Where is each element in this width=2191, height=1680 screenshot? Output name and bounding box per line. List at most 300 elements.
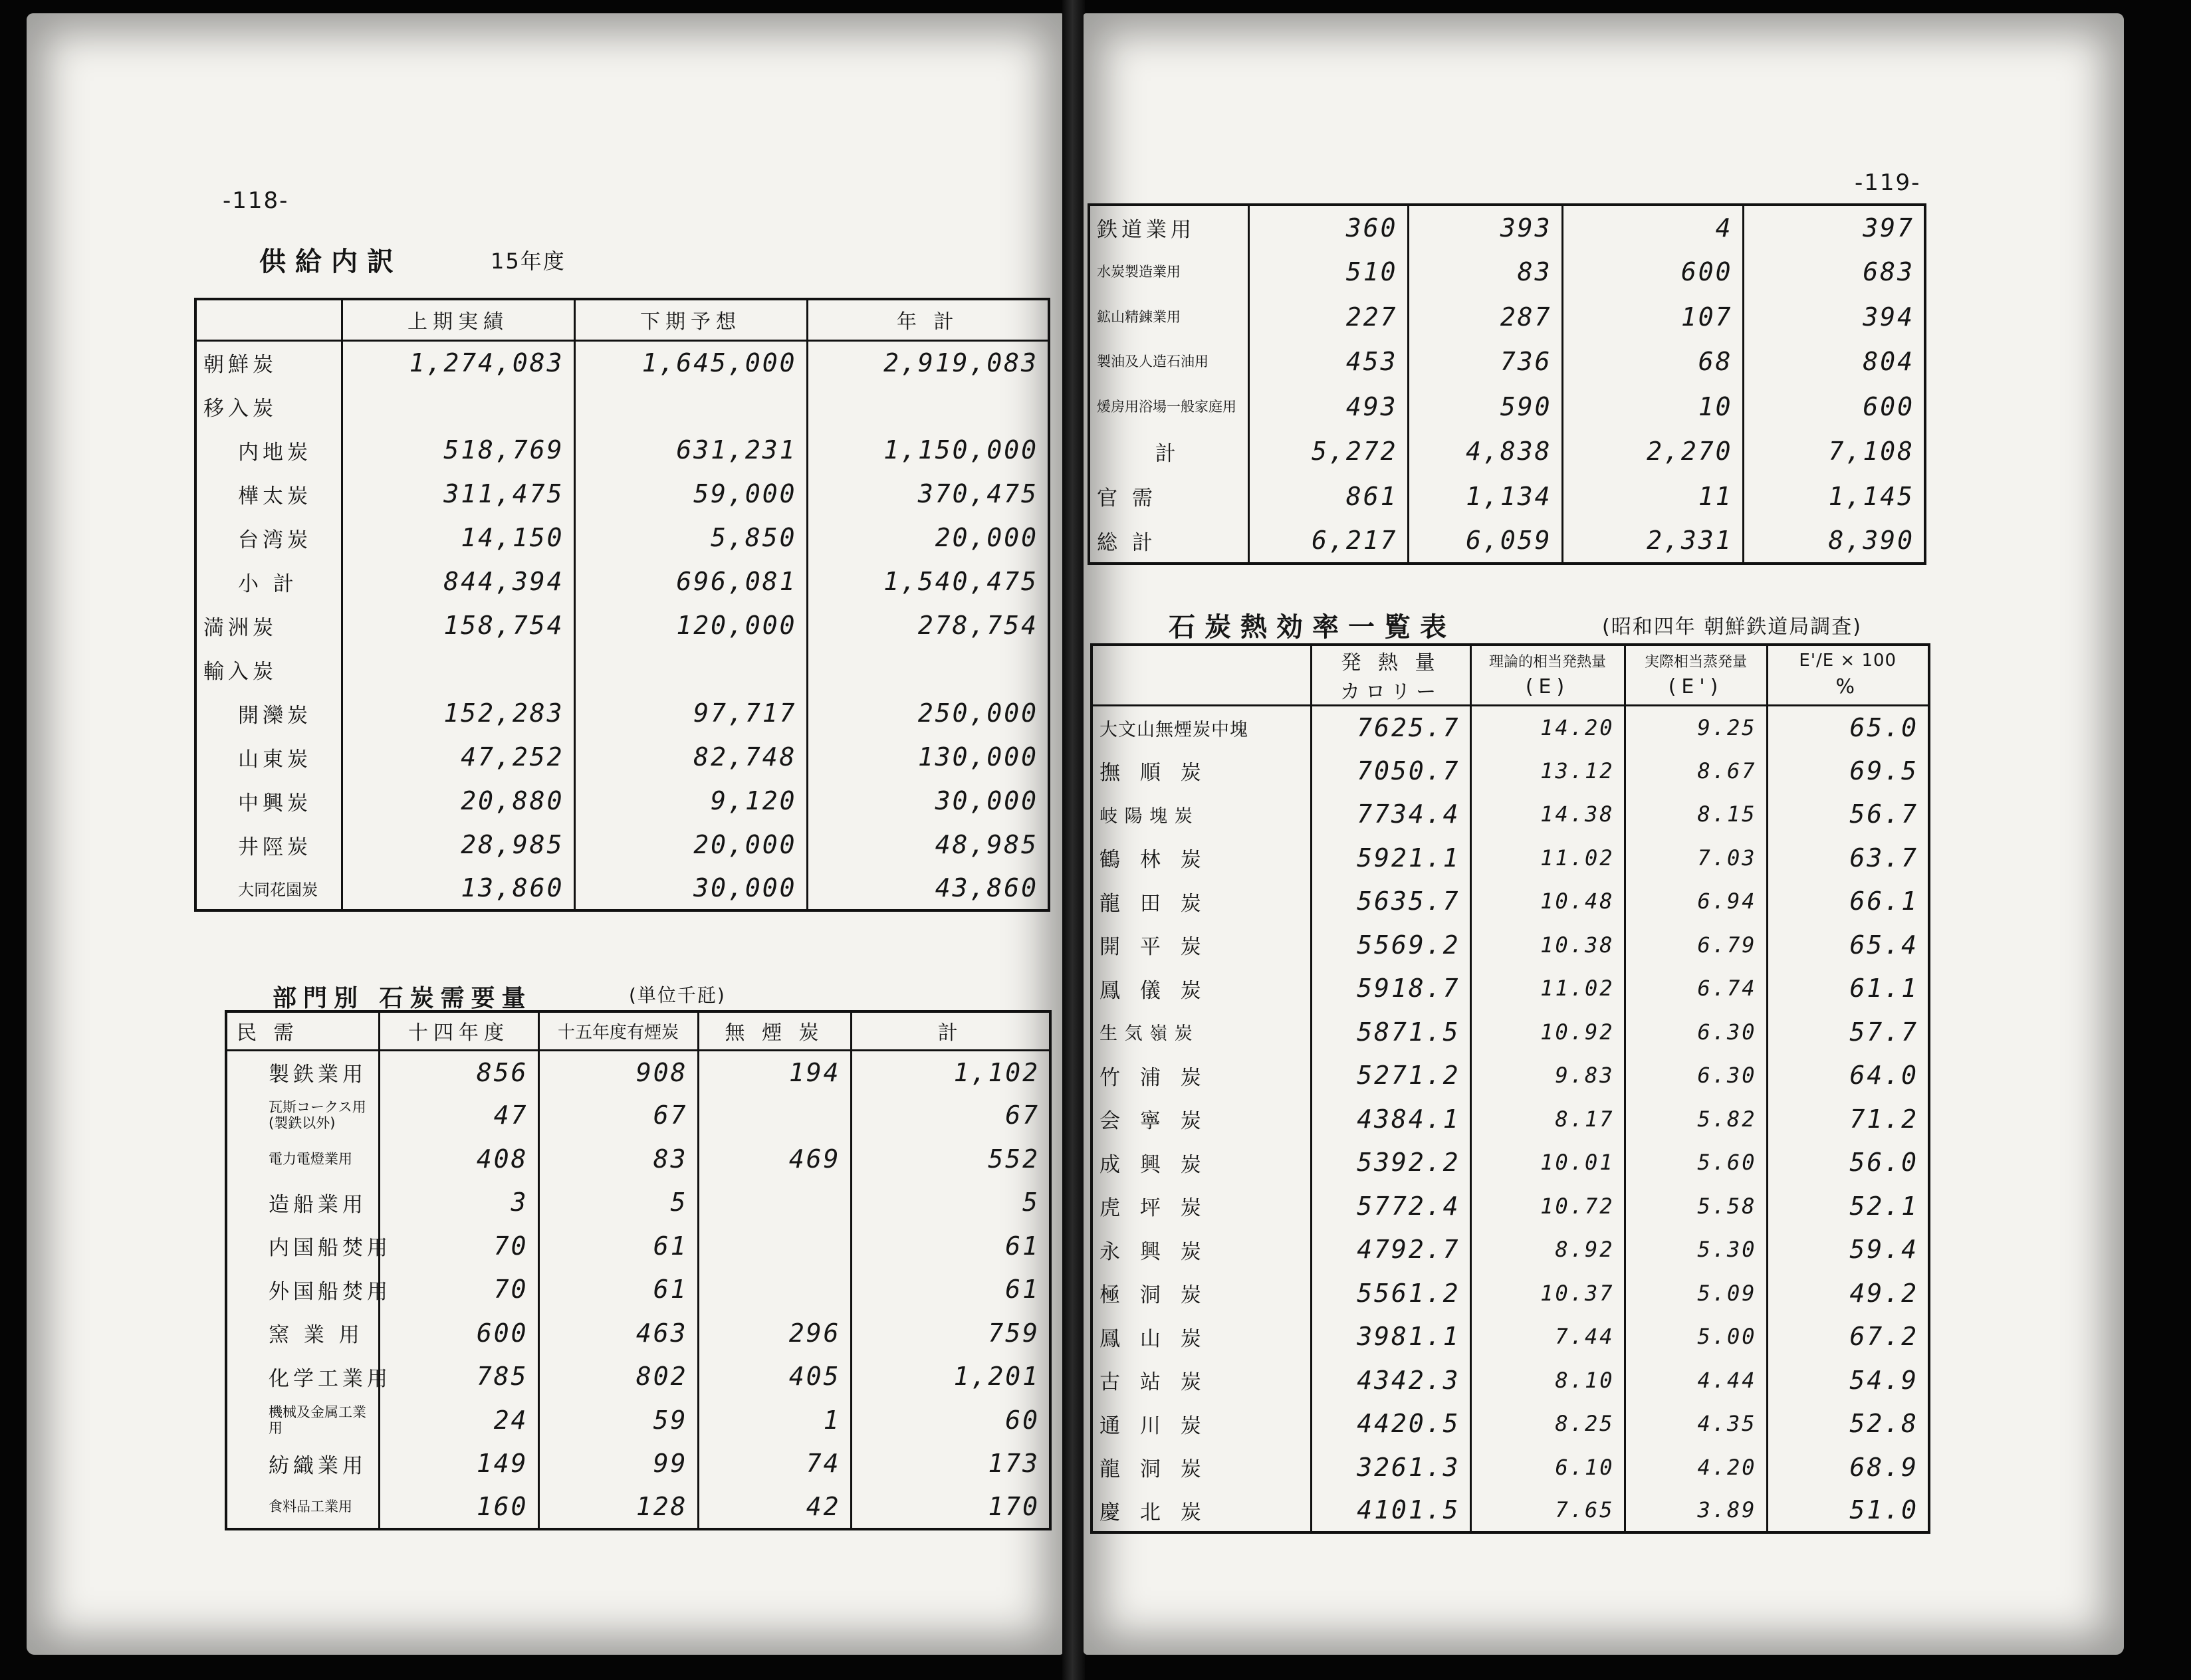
demand-fy14-value: 70 [379, 1268, 538, 1312]
demand-row-label: 食料品工業用 [226, 1485, 379, 1529]
efficiency-calorific-value: 7625.7 [1311, 706, 1470, 750]
efficiency-ratio-value: 61.1 [1767, 967, 1929, 1011]
demand-total-value: 759 [851, 1311, 1050, 1355]
efficiency-row [1092, 1141, 1929, 1185]
demand-continued-fy15-bituminous-value: 287 [1408, 294, 1562, 340]
supply-row [195, 647, 1049, 691]
demand-row [226, 1398, 1050, 1442]
supply-second-half-value: 696,081 [574, 560, 807, 603]
demand-header-fy15-bituminous: 十五年度有煙炭 [538, 1011, 698, 1050]
efficiency-theoretical-value: 10.37 [1470, 1271, 1625, 1315]
efficiency-actual-value: 3.89 [1625, 1489, 1767, 1533]
efficiency-ratio-value: 64.0 [1767, 1054, 1929, 1098]
demand-anthracite-value [698, 1268, 851, 1312]
efficiency-actual-value: 8.67 [1625, 749, 1767, 793]
efficiency-ratio-value: 66.1 [1767, 880, 1929, 924]
supply-annual-total-value: 278,754 [807, 603, 1049, 647]
supply-annual-total-value: 1,540,475 [807, 560, 1049, 603]
efficiency-row [1092, 923, 1929, 967]
efficiency-row-label: 撫 順 炭 [1092, 749, 1311, 793]
efficiency-row-label: 龍 洞 炭 [1092, 1445, 1311, 1489]
supply-row [195, 691, 1049, 735]
efficiency-theoretical-value: 10.01 [1470, 1141, 1625, 1185]
supply-row [195, 779, 1049, 823]
demand-anthracite-value [698, 1094, 851, 1138]
efficiency-row [1092, 1358, 1929, 1402]
supply-row-label: 満洲炭 [195, 603, 342, 647]
demand-fy14-value: 785 [379, 1355, 538, 1399]
demand-fy14-value: 600 [379, 1311, 538, 1355]
demand-continued-fy14-value: 453 [1248, 340, 1408, 385]
efficiency-row [1092, 1097, 1929, 1141]
efficiency-header-calorific: 発 熱 量 [1311, 645, 1470, 675]
supply-annual-total-value: 2,919,083 [807, 340, 1049, 384]
efficiency-table [1090, 643, 1930, 1534]
demand-continued-total-value: 1,145 [1743, 474, 1925, 519]
demand-total-value: 1,102 [851, 1050, 1050, 1094]
efficiency-row [1092, 1228, 1929, 1272]
supply-header-blank [195, 299, 342, 340]
supply-annual-total-value: 370,475 [807, 472, 1049, 516]
efficiency-calorific-value: 5772.4 [1311, 1184, 1470, 1228]
supply-row-label: 朝鮮炭 [195, 340, 342, 384]
demand-total-value: 67 [851, 1094, 1050, 1138]
supply-annual-total-value [807, 647, 1049, 691]
efficiency-header-actual: 実際相当蒸発量 [1625, 645, 1767, 675]
supply-first-half-value [342, 384, 574, 428]
efficiency-row [1092, 1402, 1929, 1446]
supply-first-half-value: 47,252 [342, 735, 574, 779]
supply-row [195, 428, 1049, 472]
demand-continued-anthracite-value: 107 [1562, 294, 1743, 340]
demand-total-value: 173 [851, 1442, 1050, 1486]
efficiency-row-label: 慶 北 炭 [1092, 1489, 1311, 1533]
efficiency-theoretical-value: 10.38 [1470, 923, 1625, 967]
demand-continued-row-label: 水炭製造業用 [1089, 250, 1248, 295]
efficiency-row [1092, 967, 1929, 1011]
supply-first-half-value: 158,754 [342, 603, 574, 647]
demand-continued-row-label: 鉱山精錬業用 [1089, 294, 1248, 340]
efficiency-theoretical-value: 6.10 [1470, 1445, 1625, 1489]
supply-row-label: 移入炭 [195, 384, 342, 428]
supply-annual-total-value: 30,000 [807, 779, 1049, 823]
efficiency-subheader-percent: % [1767, 675, 1929, 706]
demand-continued-row [1089, 205, 1925, 250]
demand-fy14-value: 149 [379, 1442, 538, 1486]
efficiency-ratio-value: 52.1 [1767, 1184, 1929, 1228]
demand-fy14-value: 3 [379, 1181, 538, 1225]
demand-table [225, 1010, 1052, 1530]
demand-continued-anthracite-value: 600 [1562, 250, 1743, 295]
efficiency-row-label: 通 川 炭 [1092, 1402, 1311, 1446]
demand-continued-fy14-value: 5,272 [1248, 429, 1408, 474]
supply-annual-total-value: 43,860 [807, 867, 1049, 910]
supply-first-half-value: 311,475 [342, 472, 574, 516]
efficiency-row-label: 鶴 林 炭 [1092, 836, 1311, 880]
efficiency-subheader-e: (E) [1470, 675, 1625, 706]
demand-continued-anthracite-value: 2,331 [1562, 519, 1743, 564]
supply-row [195, 384, 1049, 428]
efficiency-actual-value: 5.58 [1625, 1184, 1767, 1228]
supply-row-label: 台湾炭 [195, 516, 342, 560]
demand-continued-fy15-bituminous-value: 4,838 [1408, 429, 1562, 474]
demand-fy15-bituminous-value: 5 [538, 1181, 698, 1225]
efficiency-actual-value: 4.44 [1625, 1358, 1767, 1402]
efficiency-ratio-value: 52.8 [1767, 1402, 1929, 1446]
demand-continued-fy14-value: 861 [1248, 474, 1408, 519]
efficiency-heading: 石炭熱効率一覧表 [1169, 612, 1456, 643]
demand-continued-fy15-bituminous-value: 1,134 [1408, 474, 1562, 519]
demand-anthracite-value: 1 [698, 1398, 851, 1442]
efficiency-row [1092, 1445, 1929, 1489]
book-spine [1062, 0, 1085, 1680]
demand-fy15-bituminous-value: 59 [538, 1398, 698, 1442]
demand-unit: (単位千瓩) [629, 984, 726, 1006]
supply-row-label: 大同花園炭 [195, 867, 342, 910]
demand-row-label: 内国船焚用 [226, 1224, 379, 1268]
efficiency-calorific-value: 7734.4 [1311, 793, 1470, 837]
demand-fy15-bituminous-value: 67 [538, 1094, 698, 1138]
efficiency-calorific-value: 5561.2 [1311, 1271, 1470, 1315]
efficiency-ratio-value: 49.2 [1767, 1271, 1929, 1315]
demand-fy15-bituminous-value: 908 [538, 1050, 698, 1094]
demand-continued-total-value: 683 [1743, 250, 1925, 295]
supply-first-half-value [342, 647, 574, 691]
efficiency-theoretical-value: 8.92 [1470, 1228, 1625, 1272]
demand-continued-row [1089, 294, 1925, 340]
supply-header-first-half: 上期実績 [342, 299, 574, 340]
demand-continued-anthracite-value: 2,270 [1562, 429, 1743, 474]
demand-row-label: 窯 業 用 [226, 1311, 379, 1355]
demand-continued-row-label: 製油及人造石油用 [1089, 340, 1248, 385]
efficiency-actual-value: 6.30 [1625, 1054, 1767, 1098]
supply-annual-total-value: 20,000 [807, 516, 1049, 560]
demand-anthracite-value: 469 [698, 1137, 851, 1181]
demand-row-label: 紡織業用 [226, 1442, 379, 1486]
efficiency-row-label: 龍 田 炭 [1092, 880, 1311, 924]
demand-header-civilian: 民 需 [226, 1011, 379, 1050]
supply-first-half-value: 152,283 [342, 691, 574, 735]
efficiency-actual-value: 4.35 [1625, 1402, 1767, 1446]
efficiency-ratio-value: 56.0 [1767, 1141, 1929, 1185]
efficiency-row [1092, 836, 1929, 880]
demand-total-value: 552 [851, 1137, 1050, 1181]
efficiency-actual-value: 9.25 [1625, 706, 1767, 750]
demand-total-value: 61 [851, 1268, 1050, 1312]
efficiency-theoretical-value: 7.44 [1470, 1315, 1625, 1359]
efficiency-actual-value: 5.09 [1625, 1271, 1767, 1315]
demand-continued-fy15-bituminous-value: 590 [1408, 384, 1562, 429]
demand-continued-row [1089, 474, 1925, 519]
efficiency-calorific-value: 4101.5 [1311, 1489, 1470, 1533]
demand-continued-row [1089, 340, 1925, 385]
efficiency-ratio-value: 65.4 [1767, 923, 1929, 967]
supply-annual-total-value [807, 384, 1049, 428]
demand-continued-fy15-bituminous-value: 6,059 [1408, 519, 1562, 564]
demand-continued-fy15-bituminous-value: 83 [1408, 250, 1562, 295]
demand-continued-fy15-bituminous-value: 393 [1408, 205, 1562, 250]
efficiency-actual-value: 5.82 [1625, 1097, 1767, 1141]
demand-continued-row-label: 官 需 [1089, 474, 1248, 519]
efficiency-subheader-blank [1092, 675, 1311, 706]
demand-row [226, 1485, 1050, 1529]
demand-fy14-value: 408 [379, 1137, 538, 1181]
efficiency-calorific-value: 4342.3 [1311, 1358, 1470, 1402]
efficiency-theoretical-value: 8.10 [1470, 1358, 1625, 1402]
supply-second-half-value: 97,717 [574, 691, 807, 735]
efficiency-calorific-value: 5569.2 [1311, 923, 1470, 967]
supply-second-half-value: 5,850 [574, 516, 807, 560]
efficiency-row-label: 生 気 嶺 炭 [1092, 1010, 1311, 1054]
efficiency-row-label: 虎 坪 炭 [1092, 1184, 1311, 1228]
demand-continued-row [1089, 384, 1925, 429]
demand-continued-anthracite-value: 4 [1562, 205, 1743, 250]
efficiency-actual-value: 5.30 [1625, 1228, 1767, 1272]
supply-first-half-value: 28,985 [342, 823, 574, 867]
efficiency-actual-value: 4.20 [1625, 1445, 1767, 1489]
efficiency-actual-value: 6.74 [1625, 967, 1767, 1011]
demand-fy15-bituminous-value: 61 [538, 1268, 698, 1312]
efficiency-calorific-value: 4792.7 [1311, 1228, 1470, 1272]
efficiency-ratio-value: 56.7 [1767, 793, 1929, 837]
efficiency-row [1092, 1184, 1929, 1228]
demand-anthracite-value: 405 [698, 1355, 851, 1399]
efficiency-row-label: 大文山無煙炭中塊 [1092, 706, 1311, 750]
efficiency-calorific-value: 4420.5 [1311, 1402, 1470, 1446]
supply-row-label: 山東炭 [195, 735, 342, 779]
supply-row [195, 472, 1049, 516]
supply-first-half-value: 518,769 [342, 428, 574, 472]
demand-row-label: 電力電燈業用 [226, 1137, 379, 1181]
demand-row [226, 1137, 1050, 1181]
demand-fy15-bituminous-value: 128 [538, 1485, 698, 1529]
efficiency-row [1092, 1271, 1929, 1315]
supply-row-label: 小 計 [195, 560, 342, 603]
demand-fy15-bituminous-value: 61 [538, 1224, 698, 1268]
efficiency-row-label: 竹 浦 炭 [1092, 1054, 1311, 1098]
demand-continued-total-value: 394 [1743, 294, 1925, 340]
demand-continued-total-value: 804 [1743, 340, 1925, 385]
efficiency-calorific-value: 5921.1 [1311, 836, 1470, 880]
efficiency-theoretical-value: 14.20 [1470, 706, 1625, 750]
demand-fy14-value: 70 [379, 1224, 538, 1268]
efficiency-note: (昭和四年 朝鮮鉄道局調査) [1602, 615, 1862, 639]
demand-row [226, 1050, 1050, 1094]
demand-total-value: 1,201 [851, 1355, 1050, 1399]
page-number-left: -118- [223, 187, 289, 214]
efficiency-theoretical-value: 10.72 [1470, 1184, 1625, 1228]
efficiency-actual-value: 8.15 [1625, 793, 1767, 837]
efficiency-calorific-value: 5635.7 [1311, 880, 1470, 924]
demand-continued-row [1089, 429, 1925, 474]
efficiency-row [1092, 706, 1929, 750]
supply-first-half-value: 844,394 [342, 560, 574, 603]
demand-continued-fy14-value: 6,217 [1248, 519, 1408, 564]
efficiency-calorific-value: 4384.1 [1311, 1097, 1470, 1141]
efficiency-ratio-value: 71.2 [1767, 1097, 1929, 1141]
efficiency-actual-value: 5.00 [1625, 1315, 1767, 1359]
efficiency-theoretical-value: 8.17 [1470, 1097, 1625, 1141]
efficiency-subheader-calorie: カロリー [1311, 675, 1470, 706]
demand-anthracite-value: 194 [698, 1050, 851, 1094]
demand-anthracite-value: 42 [698, 1485, 851, 1529]
demand-fy14-value: 24 [379, 1398, 538, 1442]
efficiency-theoretical-value: 10.92 [1470, 1010, 1625, 1054]
supply-first-half-value: 14,150 [342, 516, 574, 560]
efficiency-actual-value: 7.03 [1625, 836, 1767, 880]
demand-continued-total-value: 600 [1743, 384, 1925, 429]
demand-header-anthracite: 無 煙 炭 [698, 1011, 851, 1050]
demand-fy14-value: 160 [379, 1485, 538, 1529]
demand-row-label: 機械及金属工業用 [226, 1398, 379, 1442]
supply-row [195, 340, 1049, 384]
demand-row-label: 瓦斯コークス用(製鉄以外) [226, 1094, 379, 1138]
supply-row [195, 560, 1049, 603]
supply-row [195, 603, 1049, 647]
demand-continued-anthracite-value: 68 [1562, 340, 1743, 385]
efficiency-subheader-e-prime: (E') [1625, 675, 1767, 706]
efficiency-theoretical-value: 11.02 [1470, 967, 1625, 1011]
efficiency-row-label: 永 興 炭 [1092, 1228, 1311, 1272]
efficiency-theoretical-value: 13.12 [1470, 749, 1625, 793]
efficiency-ratio-value: 59.4 [1767, 1228, 1929, 1272]
supply-row-label: 輸入炭 [195, 647, 342, 691]
demand-continued-fy14-value: 493 [1248, 384, 1408, 429]
efficiency-row-label: 古 站 炭 [1092, 1358, 1311, 1402]
demand-anthracite-value: 296 [698, 1311, 851, 1355]
demand-total-value: 170 [851, 1485, 1050, 1529]
efficiency-ratio-value: 68.9 [1767, 1445, 1929, 1489]
efficiency-calorific-value: 3981.1 [1311, 1315, 1470, 1359]
demand-row [226, 1094, 1050, 1138]
efficiency-row-label: 成 興 炭 [1092, 1141, 1311, 1185]
efficiency-row-label: 鳳 儀 炭 [1092, 967, 1311, 1011]
efficiency-row [1092, 1010, 1929, 1054]
demand-anthracite-value: 74 [698, 1442, 851, 1486]
supply-annual-total-value: 250,000 [807, 691, 1049, 735]
demand-continued-total-value: 7,108 [1743, 429, 1925, 474]
efficiency-row-label: 岐 陽 塊 炭 [1092, 793, 1311, 837]
efficiency-header-ratio: E'/E × 100 [1767, 645, 1929, 675]
demand-total-value: 60 [851, 1398, 1050, 1442]
supply-second-half-value: 631,231 [574, 428, 807, 472]
demand-continued-total-value: 8,390 [1743, 519, 1925, 564]
demand-continued-row [1089, 519, 1925, 564]
efficiency-calorific-value: 5271.2 [1311, 1054, 1470, 1098]
supply-row [195, 735, 1049, 779]
efficiency-ratio-value: 65.0 [1767, 706, 1929, 750]
supply-annual-total-value: 48,985 [807, 823, 1049, 867]
demand-row [226, 1311, 1050, 1355]
page-number-right: -119- [1855, 169, 1921, 196]
efficiency-actual-value: 5.60 [1625, 1141, 1767, 1185]
demand-header-fy14: 十四年度 [379, 1011, 538, 1050]
supply-row [195, 867, 1049, 910]
supply-first-half-value: 1,274,083 [342, 340, 574, 384]
supply-annual-total-value: 1,150,000 [807, 428, 1049, 472]
demand-continued-row [1089, 250, 1925, 295]
efficiency-row [1092, 793, 1929, 837]
supply-row [195, 516, 1049, 560]
efficiency-row-label: 会 寧 炭 [1092, 1097, 1311, 1141]
supply-second-half-value: 59,000 [574, 472, 807, 516]
efficiency-row [1092, 880, 1929, 924]
supply-heading: 供給内訳 [259, 247, 403, 277]
efficiency-theoretical-value: 7.65 [1470, 1489, 1625, 1533]
supply-year: 15年度 [491, 249, 566, 274]
demand-fy15-bituminous-value: 83 [538, 1137, 698, 1181]
supply-second-half-value [574, 384, 807, 428]
demand-row [226, 1224, 1050, 1268]
demand-continued-row-label: 鉄道業用 [1089, 205, 1248, 250]
demand-total-value: 61 [851, 1224, 1050, 1268]
efficiency-ratio-value: 67.2 [1767, 1315, 1929, 1359]
efficiency-theoretical-value: 9.83 [1470, 1054, 1625, 1098]
supply-second-half-value: 30,000 [574, 867, 807, 910]
demand-continued-row-label: 煖房用浴場一般家庭用 [1089, 384, 1248, 429]
efficiency-calorific-value: 7050.7 [1311, 749, 1470, 793]
efficiency-row-label: 鳳 山 炭 [1092, 1315, 1311, 1359]
demand-continued-row-label: 総 計 [1089, 519, 1248, 564]
demand-continued-anthracite-value: 11 [1562, 474, 1743, 519]
efficiency-row [1092, 1489, 1929, 1533]
supply-second-half-value: 82,748 [574, 735, 807, 779]
demand-continued-row-label: 計 [1089, 429, 1248, 474]
supply-second-half-value [574, 647, 807, 691]
efficiency-row [1092, 1054, 1929, 1098]
demand-row-label: 製鉄業用 [226, 1050, 379, 1094]
demand-anthracite-value [698, 1224, 851, 1268]
supply-row [195, 823, 1049, 867]
demand-continued-anthracite-value: 10 [1562, 384, 1743, 429]
demand-anthracite-value [698, 1181, 851, 1225]
efficiency-calorific-value: 5918.7 [1311, 967, 1470, 1011]
demand-header-total: 計 [851, 1011, 1050, 1050]
supply-second-half-value: 1,645,000 [574, 340, 807, 384]
demand-continued-total-value: 397 [1743, 205, 1925, 250]
efficiency-theoretical-value: 10.48 [1470, 880, 1625, 924]
efficiency-ratio-value: 63.7 [1767, 836, 1929, 880]
efficiency-actual-value: 6.79 [1625, 923, 1767, 967]
efficiency-theoretical-value: 8.25 [1470, 1402, 1625, 1446]
demand-row [226, 1268, 1050, 1312]
efficiency-ratio-value: 57.7 [1767, 1010, 1929, 1054]
demand-total-value: 5 [851, 1181, 1050, 1225]
efficiency-calorific-value: 5392.2 [1311, 1141, 1470, 1185]
efficiency-calorific-value: 5871.5 [1311, 1010, 1470, 1054]
efficiency-ratio-value: 54.9 [1767, 1358, 1929, 1402]
supply-second-half-value: 9,120 [574, 779, 807, 823]
demand-continued-fy15-bituminous-value: 736 [1408, 340, 1562, 385]
efficiency-ratio-value: 69.5 [1767, 749, 1929, 793]
demand-fy14-value: 47 [379, 1094, 538, 1138]
demand-row [226, 1442, 1050, 1486]
demand-continued-fy14-value: 510 [1248, 250, 1408, 295]
demand-continued-table [1088, 203, 1926, 565]
supply-annual-total-value: 130,000 [807, 735, 1049, 779]
demand-row-label: 化学工業用 [226, 1355, 379, 1399]
efficiency-actual-value: 6.30 [1625, 1010, 1767, 1054]
demand-fy15-bituminous-value: 463 [538, 1311, 698, 1355]
supply-second-half-value: 120,000 [574, 603, 807, 647]
demand-fy14-value: 856 [379, 1050, 538, 1094]
demand-continued-fy14-value: 227 [1248, 294, 1408, 340]
efficiency-header-theoretical: 理論的相当発熱量 [1470, 645, 1625, 675]
supply-header-second-half: 下期予想 [574, 299, 807, 340]
efficiency-row-label: 開 平 炭 [1092, 923, 1311, 967]
efficiency-row-label: 極 洞 炭 [1092, 1271, 1311, 1315]
efficiency-theoretical-value: 14.38 [1470, 793, 1625, 837]
